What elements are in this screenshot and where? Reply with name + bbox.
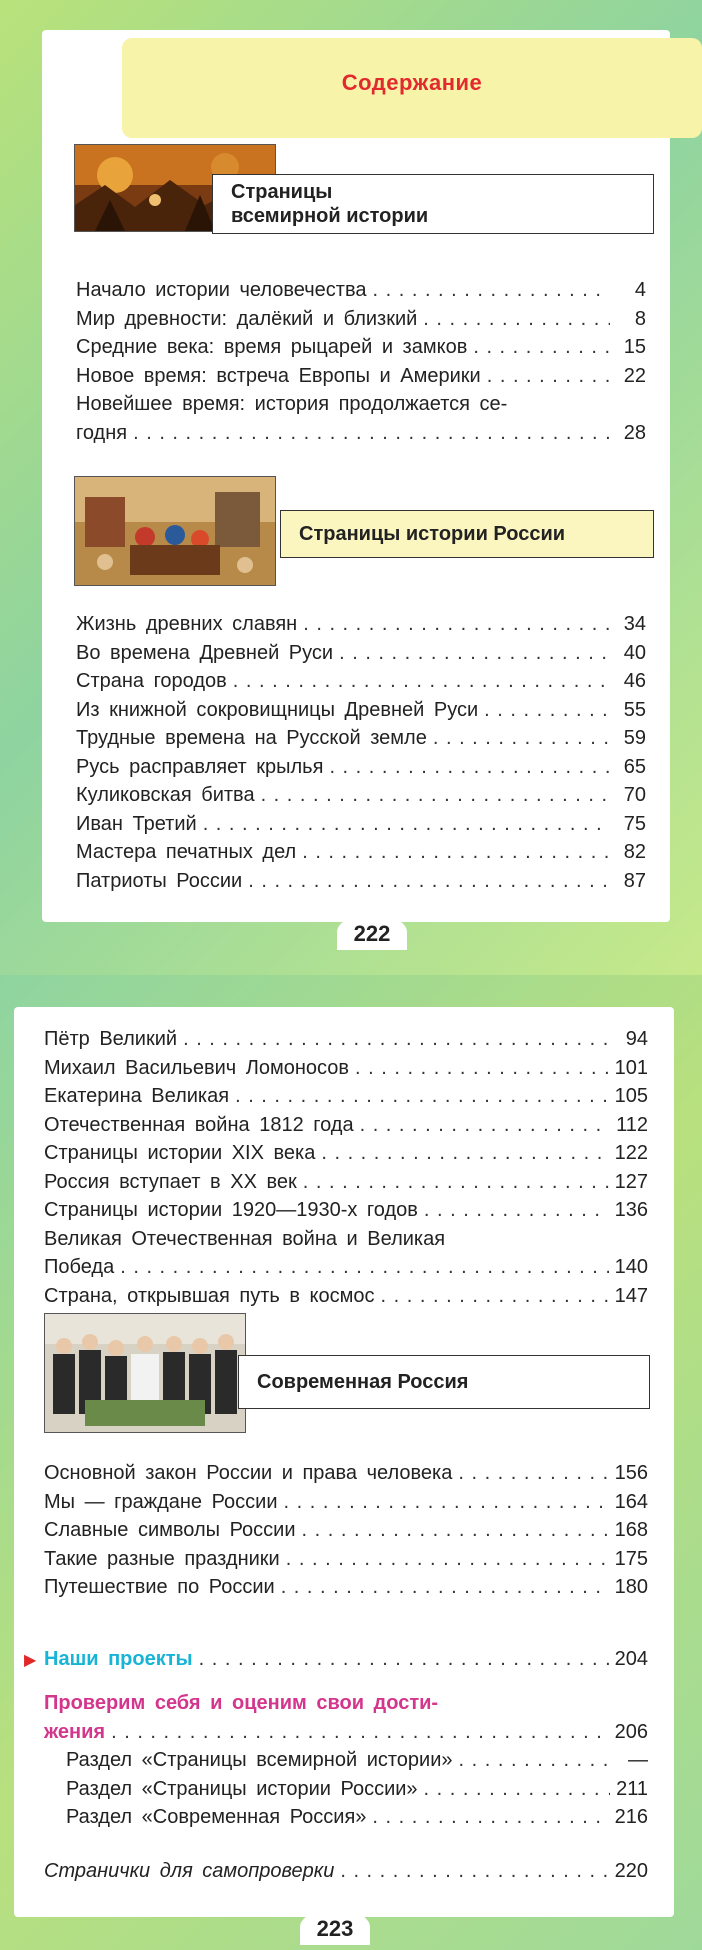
section-modern-russia-heading: Современная Россия [238, 1355, 650, 1409]
toc-entry-page: 180 [614, 1576, 648, 1598]
toc-entry[interactable] [76, 333, 646, 362]
toc-russia-history-continued [44, 1025, 648, 1310]
leader-dots [340, 1857, 608, 1886]
leader-dots [339, 639, 610, 668]
leader-dots [284, 1488, 609, 1517]
toc-entry-page: 75 [623, 812, 646, 835]
toc-entry[interactable] [44, 1082, 648, 1111]
toc-entry-title: Иван Третий [76, 812, 197, 835]
toc-entry[interactable] [76, 753, 646, 782]
toc-entry-title: годня [76, 421, 128, 444]
toc-entry-page: — [628, 1749, 648, 1771]
section-heading-line: всемирной истории [231, 205, 429, 227]
toc-entry[interactable] [44, 1168, 648, 1197]
leader-dots [423, 305, 610, 334]
toc-world-history [76, 276, 646, 447]
toc-entry-page: 65 [623, 755, 646, 778]
contents-banner [122, 38, 702, 138]
toc-entry[interactable] [76, 639, 646, 668]
toc-entry[interactable] [76, 610, 646, 639]
toc-entry-page: 34 [623, 613, 646, 635]
leader-dots [233, 667, 610, 696]
leader-dots [183, 1025, 612, 1054]
leader-dots [372, 1803, 608, 1832]
toc-entry[interactable] [44, 1573, 648, 1602]
toc-entry[interactable] [76, 305, 646, 334]
toc-entry-title: Русь расправляет крылья [76, 755, 324, 778]
toc-entry-page: 168 [614, 1519, 648, 1541]
toc-entry[interactable] [76, 362, 646, 391]
toc-entry-page: 204 [614, 1648, 648, 1670]
toc-entry-page: 87 [623, 869, 646, 892]
section-world-history-heading [212, 174, 654, 234]
leader-dots [261, 781, 610, 810]
toc-entry-page: 59 [623, 727, 646, 749]
toc-entry-title: Мастера печатных дел [76, 841, 297, 863]
toc-entry-title: Пётр Великий [44, 1028, 178, 1050]
leader-dots [203, 810, 610, 839]
leader-dots [120, 1253, 608, 1282]
page-223 [0, 975, 702, 1950]
leader-dots [303, 1168, 609, 1197]
contents-title: Содержание [341, 70, 483, 95]
toc-entry-title: Новейшее время: история продолжается се- [76, 393, 508, 415]
toc-entry-title: Наши проекты [44, 1648, 193, 1670]
toc-self-check-pages [44, 1857, 648, 1886]
toc-entry-title: Мы — граждане России [44, 1490, 278, 1513]
leader-dots [372, 276, 610, 305]
toc-entry-title: Основной закон России и права человека [44, 1462, 453, 1484]
russia-history-illustration [74, 476, 276, 586]
toc-entry[interactable] [44, 1196, 648, 1225]
leader-dots [111, 1718, 609, 1747]
leader-dots [281, 1573, 609, 1602]
toc-entry[interactable] [44, 1282, 648, 1311]
toc-entry[interactable] [44, 1054, 648, 1083]
leader-dots [133, 419, 610, 448]
toc-entry[interactable] [44, 1111, 648, 1140]
toc-entry[interactable] [76, 276, 646, 305]
toc-entry[interactable] [44, 1253, 648, 1282]
toc-entry-title: Михаил Васильевич Ломоносов [44, 1056, 350, 1079]
section-heading-line: Страницы [231, 181, 333, 203]
leader-dots [424, 1775, 611, 1804]
toc-entry-self-assessment[interactable] [44, 1718, 648, 1747]
toc-entry-title: Странички для самопроверки [44, 1860, 335, 1882]
toc-entry-page: 94 [625, 1028, 648, 1050]
page-sheet [42, 30, 670, 922]
toc-entry-page: 147 [614, 1284, 648, 1307]
toc-entry-title: Такие разные праздники [44, 1547, 280, 1570]
toc-entry-page: 122 [614, 1142, 648, 1164]
leader-dots [484, 696, 610, 725]
toc-entry-title: Раздел «Современная Россия» [66, 1806, 367, 1828]
toc-projects [44, 1645, 648, 1674]
toc-entry-page: 140 [614, 1256, 648, 1278]
toc-entry-title: Патриоты России [76, 869, 243, 892]
toc-entry-page: 82 [623, 841, 646, 863]
toc-entry-title: Страна городов [76, 670, 227, 692]
leader-dots [303, 610, 610, 639]
leader-dots [329, 753, 610, 782]
toc-entry[interactable] [76, 390, 646, 419]
leader-dots [458, 1459, 608, 1488]
toc-entry-page: 211 [616, 1777, 648, 1800]
page-number: 223 [300, 1909, 370, 1945]
toc-entry-title: Новое время: встреча Европы и Америки [76, 364, 481, 387]
toc-entry-page: 70 [623, 784, 646, 806]
toc-subentry[interactable] [44, 1775, 648, 1804]
leader-dots [355, 1054, 609, 1083]
toc-entry-title: Победа [44, 1256, 115, 1278]
leader-dots [459, 1746, 612, 1775]
toc-entry-title: Средние века: время рыцарей и замков [76, 336, 468, 358]
toc-entry-page: 136 [614, 1199, 648, 1221]
page-number: 222 [337, 914, 407, 950]
toc-entry[interactable] [76, 696, 646, 725]
leader-dots [381, 1282, 609, 1311]
toc-entry[interactable] [76, 781, 646, 810]
toc-entry[interactable] [76, 667, 646, 696]
leader-dots [302, 1516, 609, 1545]
section-russia-history-heading: Страницы истории России [280, 510, 654, 558]
toc-entry-page: 22 [623, 364, 646, 387]
toc-entry-page: 220 [614, 1860, 648, 1882]
toc-entry-page: 216 [614, 1806, 648, 1828]
toc-entry-title: Россия вступает в XX век [44, 1170, 297, 1193]
toc-entry-page: 206 [614, 1720, 648, 1743]
toc-entry-page: 112 [616, 1113, 648, 1136]
modern-russia-photo [44, 1313, 246, 1433]
toc-entry-page: 156 [614, 1462, 648, 1484]
toc-modern-russia [44, 1459, 648, 1602]
leader-dots [235, 1082, 609, 1111]
leader-dots [473, 333, 610, 362]
toc-entry[interactable] [44, 1139, 648, 1168]
leader-dots [302, 838, 610, 867]
toc-entry[interactable] [44, 1488, 648, 1517]
toc-entry-title: Куликовская битва [76, 784, 255, 806]
toc-entry-title: Страна, открывшая путь в космос [44, 1284, 375, 1307]
leader-dots [433, 724, 610, 753]
toc-entry[interactable] [44, 1857, 648, 1886]
toc-subentry[interactable] [44, 1746, 648, 1775]
toc-russia-history [76, 610, 646, 895]
toc-entry-page: 28 [623, 421, 646, 444]
toc-entry-self-assessment[interactable] [44, 1689, 648, 1718]
toc-entry-page: 175 [614, 1547, 648, 1570]
toc-entry-title: Страницы истории XIX века [44, 1142, 316, 1164]
toc-entry-page: 101 [614, 1056, 648, 1079]
toc-entry[interactable] [76, 419, 646, 448]
toc-entry-title: Раздел «Страницы всемирной истории» [66, 1749, 453, 1771]
toc-entry[interactable] [44, 1225, 648, 1254]
toc-entry-title: Начало истории человечества [76, 279, 367, 301]
toc-entry[interactable] [44, 1516, 648, 1545]
toc-entry-projects[interactable] [44, 1645, 648, 1674]
toc-entry-title: Раздел «Страницы истории России» [66, 1777, 418, 1800]
toc-entry-title: Великая Отечественная война и Великая [44, 1227, 446, 1250]
toc-entry-page: 15 [623, 336, 646, 358]
toc-entry[interactable] [44, 1459, 648, 1488]
toc-entry[interactable] [76, 838, 646, 867]
toc-entry-title: Страницы истории 1920—1930-х годов [44, 1199, 418, 1221]
toc-entry-page: 8 [634, 307, 646, 330]
toc-entry-title: Путешествие по России [44, 1576, 275, 1598]
toc-entry-title: Славные символы России [44, 1519, 296, 1541]
leader-dots [321, 1139, 608, 1168]
toc-entry[interactable] [76, 810, 646, 839]
page-sheet [14, 1007, 674, 1917]
leader-dots [199, 1645, 609, 1674]
toc-entry-page: 40 [623, 641, 646, 664]
toc-entry[interactable] [76, 724, 646, 753]
toc-entry-page: 164 [614, 1490, 648, 1513]
leader-dots [360, 1111, 611, 1140]
toc-entry-page: 4 [634, 279, 646, 301]
toc-entry[interactable] [44, 1545, 648, 1574]
toc-entry-title: Из книжной сокровищницы Древней Руси [76, 698, 479, 721]
leader-dots [424, 1196, 609, 1225]
toc-entry-title: Мир древности: далёкий и близкий [76, 307, 418, 330]
toc-entry-title: Проверим себя и оценим свои дости- [44, 1692, 439, 1714]
red-triangle-marker-icon: ▶ [24, 1652, 37, 1669]
toc-subentry[interactable] [44, 1803, 648, 1832]
toc-entry-title: Жизнь древних славян [76, 613, 298, 635]
toc-entry-page: 55 [623, 698, 646, 721]
toc-entry-page: 46 [623, 670, 646, 692]
toc-entry-page: 105 [614, 1085, 648, 1107]
toc-entry-title: Трудные времена на Русской земле [76, 727, 427, 749]
toc-entry-title: Екатерина Великая [44, 1085, 230, 1107]
toc-self-assessment [44, 1689, 648, 1832]
toc-entry-title: Во времена Древней Руси [76, 641, 334, 664]
toc-entry-page: 127 [614, 1170, 648, 1193]
leader-dots [487, 362, 610, 391]
leader-dots [248, 867, 610, 896]
leader-dots [286, 1545, 609, 1574]
toc-entry[interactable] [76, 867, 646, 896]
toc-entry[interactable] [44, 1025, 648, 1054]
toc-entry-title: Отечественная война 1812 года [44, 1113, 354, 1136]
toc-entry-title: жения [44, 1720, 106, 1743]
